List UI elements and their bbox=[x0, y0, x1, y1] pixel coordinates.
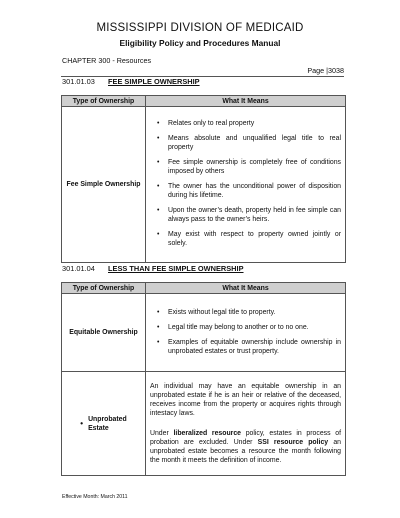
section-number: 301.01.04 bbox=[62, 264, 95, 273]
page-number: Page |3038 bbox=[307, 66, 344, 75]
list-item: • Upon the owner’s death, property held in fee simple can always pass to the owner’s heirs. bbox=[168, 206, 341, 224]
list-item: • Means absolute and unqualified legal title to real property bbox=[168, 134, 341, 152]
section-heading-fee-simple bbox=[62, 77, 200, 86]
unprobated-line1: Unprobated bbox=[88, 415, 127, 423]
table-row bbox=[62, 107, 346, 263]
unprobated-paragraph-1: An individual may have an equitable ownership in an unprobated estate if he is an heir or relative of the deceased, receives income from the property or acquires rights through intestacy laws. bbox=[150, 383, 341, 417]
meaning-list bbox=[146, 301, 345, 365]
ownership-type-cell: Equitable Ownership bbox=[62, 294, 146, 372]
table-row bbox=[62, 294, 346, 372]
unprobated-text bbox=[88, 415, 127, 433]
list-item: • Fee simple ownership is completely free of conditions imposed by others bbox=[168, 158, 341, 176]
fee-simple-table bbox=[61, 95, 346, 263]
section-title: LESS THAN FEE SIMPLE OWNERSHIP bbox=[108, 264, 244, 273]
para2-bold-ssi: SSI resource policy bbox=[257, 439, 329, 446]
list-item: • Relates only to real property bbox=[168, 119, 341, 128]
unprobated-label bbox=[62, 415, 145, 433]
para2-text-c: policy, estates in process of probation are excluded. Under bbox=[150, 430, 341, 446]
column-header-type: Type of Ownership bbox=[62, 283, 146, 294]
less-than-fee-simple-table bbox=[61, 282, 346, 476]
para2-text-a: Under bbox=[150, 430, 174, 437]
meaning-cell bbox=[146, 372, 346, 476]
table-row bbox=[62, 372, 346, 476]
table-header-row bbox=[62, 96, 346, 107]
unprobated-line2: Estate bbox=[88, 424, 109, 432]
para2-bold-liberalized: liberalized resource bbox=[173, 430, 241, 437]
agency-title: MISSISSIPPI DIVISION OF MEDICAID bbox=[96, 22, 304, 34]
section-title: FEE SIMPLE OWNERSHIP bbox=[108, 77, 200, 86]
column-header-meaning: What It Means bbox=[146, 283, 346, 294]
bullet-icon: • bbox=[80, 419, 84, 428]
list-item: • Legal title may belong to another or to no one. bbox=[168, 323, 341, 332]
meaning-cell bbox=[146, 107, 346, 263]
meaning-list bbox=[146, 112, 345, 257]
manual-title: Eligibility Policy and Procedures Manual bbox=[119, 38, 281, 48]
unprobated-paragraph-2 bbox=[146, 426, 345, 468]
list-item: • May exist with respect to property owned jointly or solely. bbox=[168, 230, 341, 248]
meaning-cell bbox=[146, 294, 346, 372]
ownership-type-cell: Fee Simple Ownership bbox=[62, 107, 146, 263]
list-item: • The owner has the unconditional power of disposition during his lifetime. bbox=[168, 182, 341, 200]
column-header-type: Type of Ownership bbox=[62, 96, 146, 107]
section-number: 301.01.03 bbox=[62, 77, 95, 86]
chapter-label: CHAPTER 300 - Resources bbox=[62, 56, 152, 65]
para2-text-e: an unprobated estate becomes a resource the month following the month it meets the definition of income. bbox=[150, 439, 341, 464]
column-header-meaning: What It Means bbox=[146, 96, 346, 107]
effective-month-footer: Effective Month: March 2011 bbox=[62, 494, 128, 500]
list-item: • Examples of equitable ownership include ownership in unprobated estates or trust property. bbox=[168, 338, 341, 356]
section-heading-less-than-fee-simple bbox=[62, 264, 244, 273]
ownership-type-cell bbox=[62, 372, 146, 476]
list-item: • Exists without legal title to property. bbox=[168, 308, 341, 317]
table-header-row bbox=[62, 283, 346, 294]
